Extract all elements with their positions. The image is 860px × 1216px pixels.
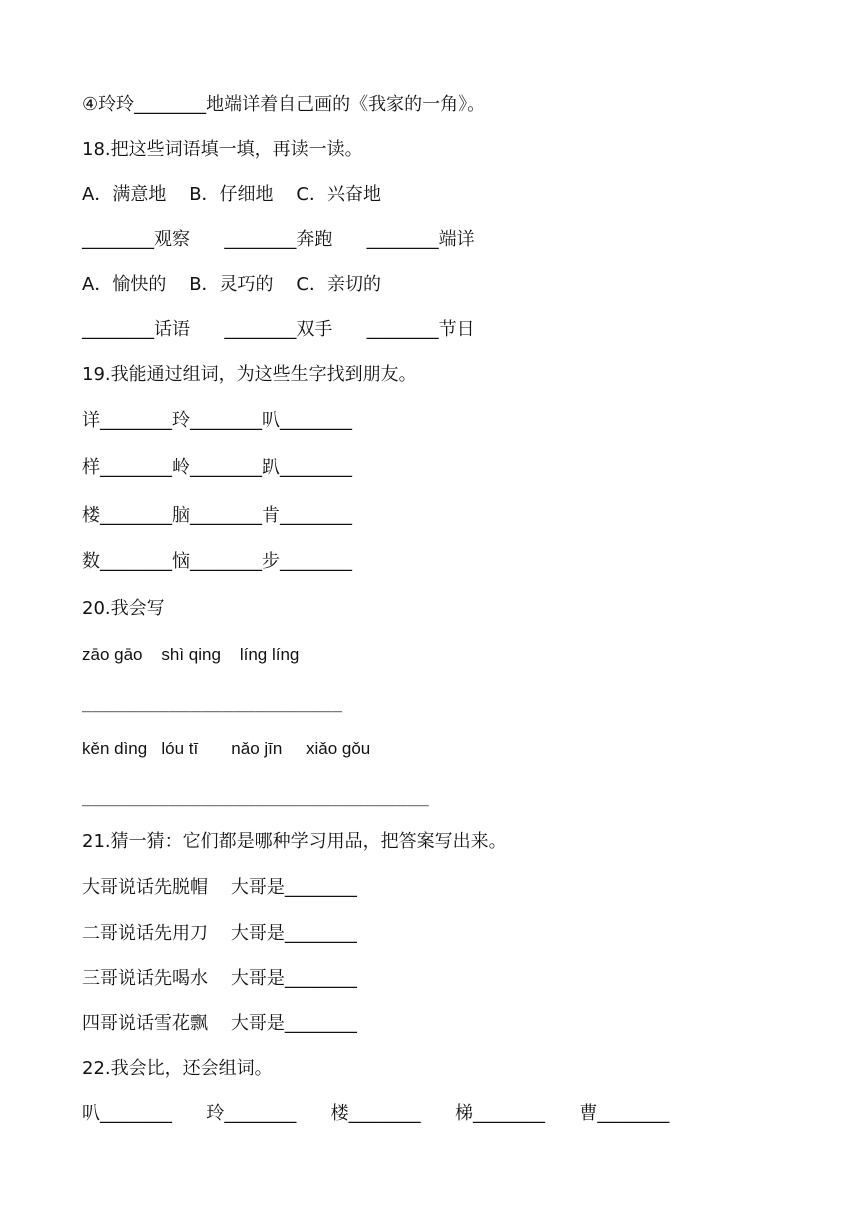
question-19-row-4: 数________恼________步________ bbox=[82, 551, 352, 572]
question-20-pinyin-row-1: zāo gāo shì qing líng líng bbox=[82, 645, 300, 664]
question-21-title: 21.猜一猜：它们都是哪种学习用品，把答案写出来。 bbox=[82, 831, 507, 852]
question-19-row-3: 楼________脑________肯________ bbox=[82, 505, 352, 526]
question-20-pinyin-row-2: kěn dìng lóu tī nǎo jīn xiǎo gǒu bbox=[82, 739, 371, 758]
question-19-row-2: 样________岭________趴________ bbox=[82, 457, 352, 478]
question-18-options-group-2: A．愉快的 B．灵巧的 C．亲切的 bbox=[82, 274, 382, 295]
question-18-options-group-1: A．满意地 B．仔细地 C．兴奋地 bbox=[82, 184, 382, 205]
question-22-row: 叭________ 玲________ 楼________ 梯________ 曹________ bbox=[82, 1103, 670, 1124]
question-17-item-4: ④玲玲________地端详着自己画的《我家的一角》。 bbox=[82, 94, 486, 115]
question-21-riddle-1: 大哥说话先脱帽 大哥是________ bbox=[82, 877, 357, 898]
question-18-blanks-group-2: ________话语 ________双手 ________节日 bbox=[82, 319, 475, 340]
question-19-row-1: 详________玲________叭________ bbox=[82, 410, 352, 431]
question-18-title: 18.把这些词语填一填，再读一读。 bbox=[82, 139, 363, 160]
question-22-title: 22.我会比，还会组词。 bbox=[82, 1058, 273, 1079]
question-20-blanks-row-2: ________________________________ bbox=[82, 786, 429, 807]
question-21-riddle-2: 二哥说话先用刀 大哥是________ bbox=[82, 923, 357, 944]
question-21-riddle-4: 四哥说话雪花飘 大哥是________ bbox=[82, 1013, 357, 1034]
question-20-title: 20.我会写 bbox=[82, 598, 165, 619]
question-21-riddle-3: 三哥说话先喝水 大哥是________ bbox=[82, 968, 357, 989]
question-19-title: 19.我能通过组词，为这些生字找到朋友。 bbox=[82, 364, 417, 385]
question-18-blanks-group-1: ________观察 ________奔跑 ________端详 bbox=[82, 229, 475, 250]
question-20-blanks-row-1: ________________________ bbox=[82, 692, 343, 713]
